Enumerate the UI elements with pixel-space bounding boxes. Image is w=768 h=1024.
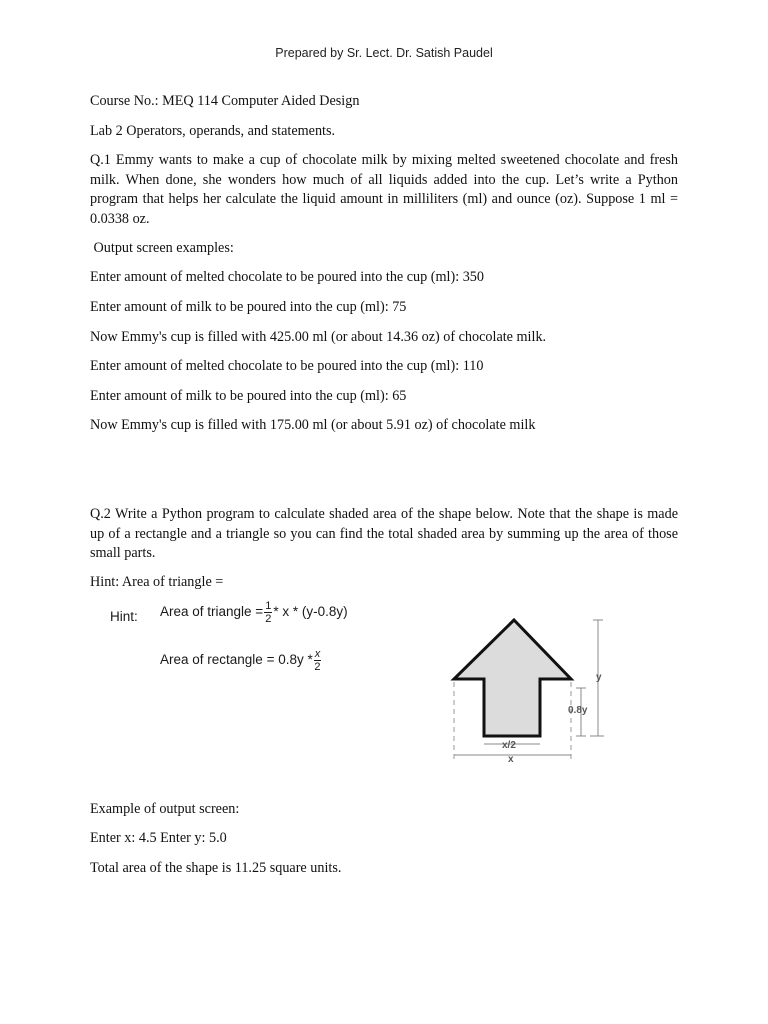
triangle-formula-suffix: * x * (y-0.8y) <box>273 604 348 620</box>
x-half-label: x/2 <box>502 740 516 751</box>
x-label: x <box>508 754 514 765</box>
output-line-6: Now Emmy's cup is filled with 175.00 ml (or about 5.91 oz) of chocolate milk <box>90 417 536 433</box>
rectangle-formula <box>160 648 322 673</box>
triangle-formula <box>160 600 348 625</box>
hint-label: Hint: <box>110 609 138 624</box>
fraction-x-over-2 <box>314 648 322 673</box>
hint-line: Hint: Area of triangle = <box>90 574 224 590</box>
lab-title: Lab 2 Operators, operands, and statements. <box>90 123 336 139</box>
output-line-1: Enter amount of melted chocolate to be poured into the cup (ml): 350 <box>90 269 484 285</box>
fraction-numerator: x <box>314 648 321 660</box>
fraction-numerator: 1 <box>265 600 272 612</box>
fraction-half <box>264 600 272 625</box>
question-2-text: Q.2 Write a Python program to calculate shaded area of the shape below. Note that the shape is made up of a rectangle and a triangle so you can find the total shaded area by summing up the area of those small parts. <box>90 506 678 562</box>
triangle-formula-prefix: Area of triangle = <box>160 604 264 620</box>
y08-label: 0.8y <box>568 705 588 716</box>
output-line-5: Enter amount of milk to be poured into the cup (ml): 65 <box>90 388 407 404</box>
rectangle-formula-prefix: Area of rectangle = 0.8y * <box>160 652 313 668</box>
fraction-denominator: 2 <box>265 613 272 625</box>
output-heading: Output screen examples: <box>90 240 234 256</box>
output-line-3: Now Emmy's cup is filled with 425.00 ml (or about 14.36 oz) of chocolate milk. <box>90 329 547 345</box>
question-1-text: Q.1 Emmy wants to make a cup of chocolate milk by mixing melted sweetened chocolate and fresh milk. When done, she wonders how much of all liquids added into the cup. Let’s write a Python program that helps her calculate the liquid amount in milliliters (ml) and ounce (oz). Suppose 1 ml = 0.0338 oz. <box>90 152 678 227</box>
output-line-2: Enter amount of milk to be poured into the cup (ml): 75 <box>90 299 407 315</box>
arrow-shape-diagram <box>440 612 620 772</box>
shaded-arrow-shape <box>454 620 571 736</box>
example-input: Enter x: 4.5 Enter y: 5.0 <box>90 830 227 846</box>
page-header: Prepared by Sr. Lect. Dr. Satish Paudel <box>275 46 493 60</box>
fraction-denominator: 2 <box>314 661 321 673</box>
output-line-4: Enter amount of melted chocolate to be poured into the cup (ml): 110 <box>90 358 484 374</box>
y-label: y <box>596 672 602 683</box>
example-heading: Example of output screen: <box>90 801 240 817</box>
example-result: Total area of the shape is 11.25 square units. <box>90 860 342 876</box>
hint-formula-image <box>110 600 400 690</box>
course-line: Course No.: MEQ 114 Computer Aided Design <box>90 93 360 109</box>
